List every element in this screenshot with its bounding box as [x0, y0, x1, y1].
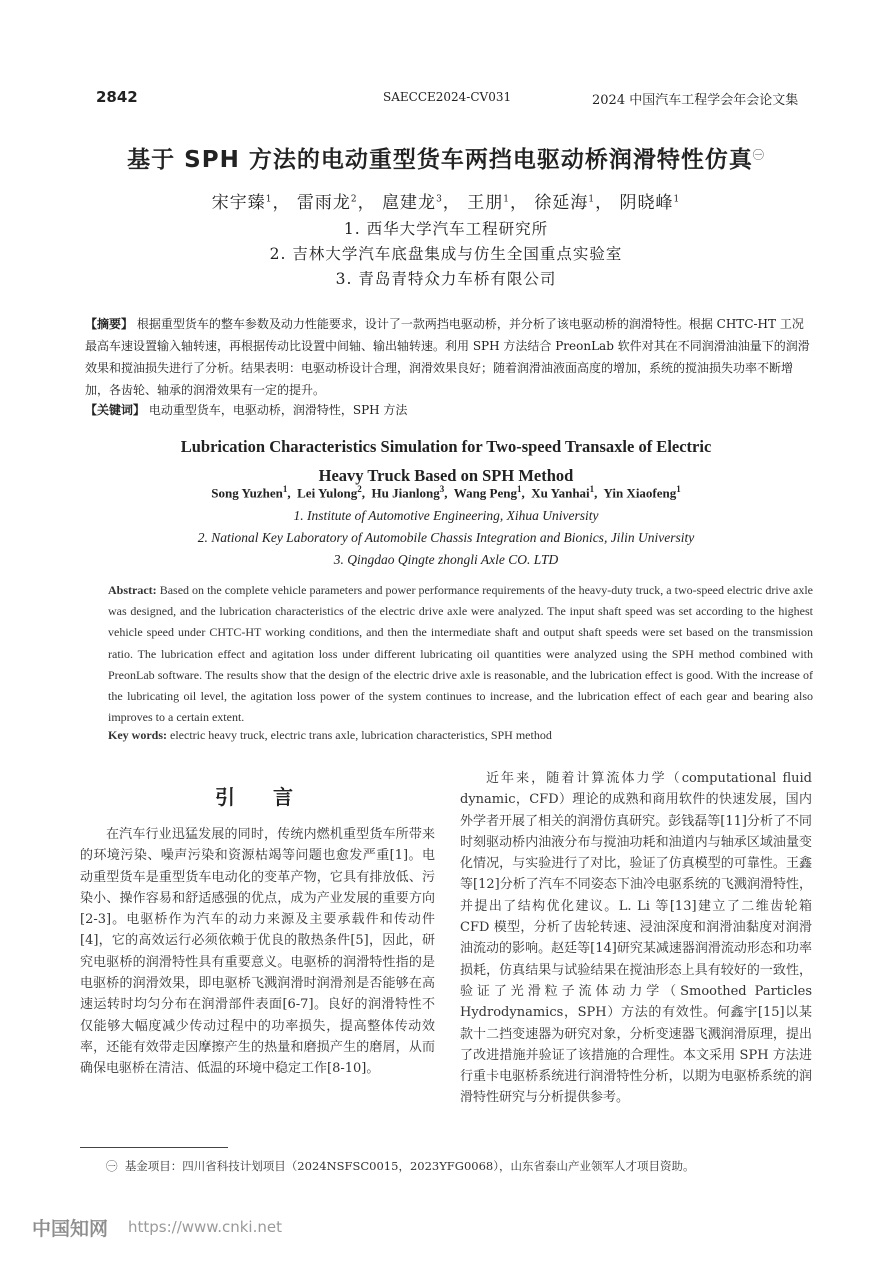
author-zh: 雷雨龙	[296, 193, 351, 213]
paper-code: SAECCE2024-CV031	[383, 90, 512, 104]
affiliation-en-1: 1. Institute of Automotive Engineering, Xihua University	[293, 508, 599, 523]
author-aff-mark: 1	[588, 194, 596, 205]
body-paragraph: 近年来，随着计算流体力学（computational fluid dynamic，CFD）理论的成熟和商用软件的快速发展，国内外学者开展了相关的润滑仿真研究。彭钱磊等[11]分析了不同时刻驱动桥内油液分布与搅油功耗和油道内与轴承区域油量变化情况，与实验进行了对比，验证了仿真模型的可靠性。王鑫等[12]分析了汽车不同姿态下油冷电驱系统的飞溅润滑特性，并提出了结构优化建议。L. Li 等[13]建立了二维齿轮箱 CFD 模型，分析了齿轮转速、浸油深度和润滑油黏度对润滑油流动的影响。赵廷等[14]研究某减速器润滑流动形态和功率损耗，仿真结果与试验结果在搅油形态上具有较好的一致性，验证了光滑粒子流体动力学（Smoothed Particles Hydrodynamics，SPH）方法的有效性。何鑫宇[15]以某款十二挡变速器为研究对象，分析变速器飞溅润滑原理，提出了改进措施并验证了该措施的合理性。本文采用 SPH 方法进行重卡电驱桥系统进行润滑特性分析，以期为电驱桥系统的润滑特性研究与分析提供参考。	[460, 771, 812, 1106]
page-number: 2842	[96, 88, 138, 106]
keywords-zh	[85, 399, 813, 421]
author-en: Song Yuzhen	[211, 485, 283, 501]
proceedings-title: 2024 中国汽车工程学会年会论文集	[592, 93, 799, 108]
footnote	[106, 1158, 694, 1174]
body-column-right	[460, 768, 812, 1109]
keywords-zh-label: 【关键词】	[85, 403, 146, 417]
abstract-zh-text: 根据重型货车的整车参数及动力性能要求，设计了一款两挡电驱动桥，并分析了该电驱动桥的润滑特性。根据 CHTC-HT 工况最高车速设置输入轴转速，再根据传动比设置中间轴、输出轴转速。利用 SPH 方法结合 PreonLab 软件对其在不同润滑油油量下的润滑效果和搅油损失进行了分析。结果表明：电驱动桥设计合理，润滑效果良好；随着润滑油液面高度的增加，系统的搅油损失功率不断增加，各齿轮、轴承的润滑效果有一定的提升。	[85, 317, 810, 397]
footnote-text: 基金项目：四川省科技计划项目（2024NSFSC0015，2023YFG0068），山东省泰山产业领军人才项目资助。	[124, 1159, 695, 1173]
keywords-en-text: electric heavy truck, electric trans axle, lubrication characteristics, SPH method	[170, 728, 552, 742]
affiliation-zh-2: 2. 吉林大学汽车底盘集成与仿生全国重点实验室	[269, 245, 623, 263]
cnki-logo: 中国知网	[32, 1218, 109, 1240]
affiliation-zh-3: 3. 青岛青特众力车桥有限公司	[335, 270, 557, 288]
author-en: Xu Yanhai	[531, 485, 590, 501]
section-title: 引言	[215, 785, 331, 809]
title-en-line-2: Heavy Truck Based on SPH Method	[318, 466, 574, 485]
abstract-en-text: Based on the complete vehicle parameters and power performance requirements of the heavy-duty truck, a two-speed electric drive axle was designed, and the lubrication characteristics of the electric drive axle were analyzed. The input shaft speed was set according to the highest vehicle speed under CHTC-HT working conditions, and then the intermediate shaft and output shaft speeds were set based on the transmission ratio. The lubrication effect and agitation loss under different lubricating oil quantities were analyzed using the SPH method combined with PreonLab software. The results show that the design of the electric drive axle is reasonable, and the lubrication effect is good. With the increase of the lubricating oil level, the agitation loss power of the system continues to increase, and the lubrication effect of each gear and bearing also improves to a certain extent.	[108, 583, 814, 725]
title-footnote-mark: ㊀	[752, 148, 765, 162]
keywords-en	[108, 728, 552, 743]
author-en: Lei Yulong	[297, 485, 358, 501]
author-aff-mark: 2	[357, 484, 362, 494]
author-en: Hu Jianlong	[371, 485, 440, 501]
author-en: Yin Xiaofeng	[603, 485, 677, 501]
paper-title-en	[0, 432, 892, 490]
abstract-en	[108, 580, 813, 728]
watermark-url[interactable]: https://www.cnki.net	[128, 1218, 282, 1236]
keywords-en-label: Key words:	[108, 728, 167, 742]
authors-zh: 宋宇臻$^1$， 雷雨龙$^2$， 扈建龙$^3$， 王朋$^1$， 徐延海$^1$， 阴晓峰$^1$	[211, 193, 681, 213]
abstract-zh-label: 【摘要】	[85, 317, 134, 331]
abstract-zh	[85, 313, 813, 401]
title-zh-text: 基于 SPH 方法的电动重型货车两挡电驱动桥润滑特性仿真	[127, 147, 753, 173]
author-aff-mark: 1	[503, 194, 510, 205]
author-aff-mark: 1	[676, 484, 681, 494]
author-zh: 王朋	[467, 193, 504, 213]
author-aff-mark: 1	[282, 484, 288, 494]
author-aff-mark: 2	[350, 194, 358, 205]
body-column-left	[80, 824, 435, 1080]
author-aff-mark: 1	[265, 194, 273, 205]
paper-title-zh	[0, 141, 892, 174]
author-aff-mark: 1	[517, 484, 522, 494]
author-aff-mark: 1	[589, 484, 595, 494]
author-aff-mark: 3	[436, 194, 443, 205]
authors-en: Song Yuzhen$^1$, Lei Yulong$^2$, Hu Jianlong$^3$, Wang Peng$^1$, Xu Yanhai$^1$, Yin Xiaofeng$^1$	[211, 484, 681, 501]
affiliation-zh-1: 1. 西华大学汽车工程研究所	[343, 220, 549, 238]
footnote-mark: ㊀	[106, 1159, 118, 1173]
keywords-zh-text: 电动重型货车，电驱动桥，润滑特性，SPH 方法	[148, 403, 408, 417]
title-en-line-1: Lubrication Characteristics Simulation for Two-speed Transaxle of Electric	[180, 437, 712, 456]
footnote-divider	[80, 1147, 228, 1148]
author-en: Wang Peng	[453, 485, 517, 501]
author-aff-mark: 1	[673, 194, 681, 205]
body-paragraph: 在汽车行业迅猛发展的同时，传统内燃机重型货车所带来的环境污染、噪声污染和资源枯竭等问题也愈发严重[1]。电动重型货车是重型货车电动化的变革产物，它具有排放低、污染小、操作容易和舒适感强的优点，成为产业发展的重要方向[2-3]。电驱桥作为汽车的动力来源及主要承载件和传动件[4]，它的高效运行必须依赖于优良的散热条件[5]，因此，研究电驱桥的润滑特性具有重要意义。电驱桥的润滑特性指的是电驱桥的润滑效果，即电驱桥飞溅润滑时润滑剂是否能够在高速运转时均匀分布在润滑部件表面[6-7]。良好的润滑特性不仅能够大幅度减少传动过程中的功率损失，提高整体传动效率，还能有效带走因摩擦产生的热量和磨损产生的磨屑，从而确保电驱桥在清洁、低温的环境中稳定工作[8-10]。	[80, 827, 435, 1077]
author-aff-mark: 3	[439, 484, 445, 494]
author-zh: 阴晓峰	[619, 193, 674, 213]
author-zh: 徐延海	[534, 193, 589, 213]
affiliation-en-2: 2. National Key Laboratory of Automobile Chassis Integration and Bionics, Jilin University	[197, 530, 695, 545]
author-zh: 宋宇臻	[211, 193, 266, 213]
author-zh: 扈建龙	[382, 193, 437, 213]
affiliation-en-3: 3. Qingdao Qingte zhongli Axle CO. LTD	[333, 552, 559, 567]
abstract-en-label: Abstract:	[108, 583, 157, 597]
